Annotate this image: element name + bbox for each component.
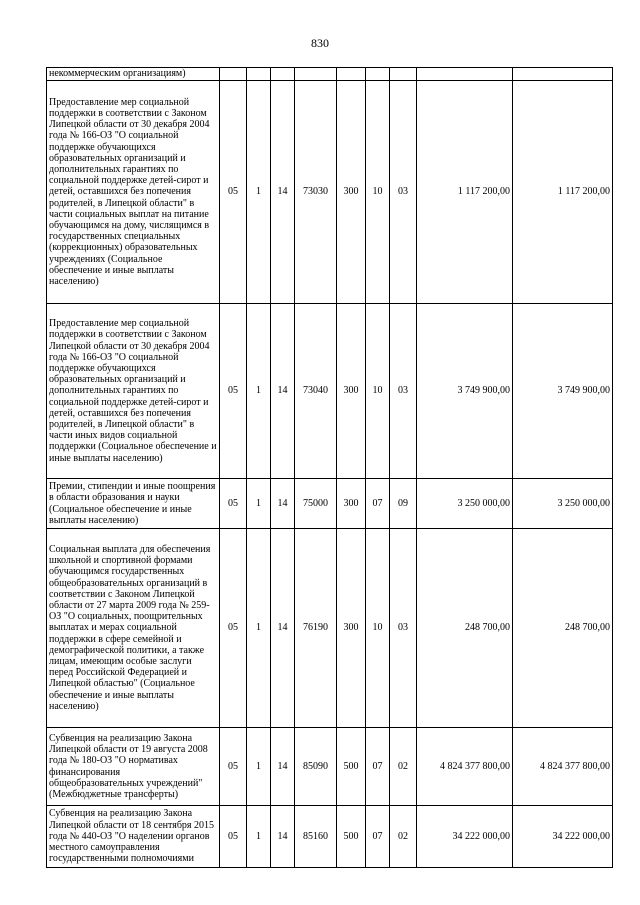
cell-c2: 1 <box>247 304 271 479</box>
cell-c7: 02 <box>390 806 417 868</box>
cell-amount-1: 34 222 000,00 <box>417 806 513 868</box>
cell-c2: 1 <box>247 529 271 728</box>
cell-c6: 07 <box>366 728 390 806</box>
row-name: Предоставление мер социальной поддержки в соответствии с Законом Липецкой области от 30 декабря 2004 года № 166-ОЗ "О социальной поддержке обучающихся образовательных организаций и дополнительных гарантиях по социальной поддержке детей-сирот и детей, оставшихся без попечения родителей, в Липецкой области" в части иных видов социальной поддержки (Социальное обеспечение и иные выплаты населению) <box>47 304 220 479</box>
cell-c4: 85160 <box>295 806 337 868</box>
cell-c3: 14 <box>271 529 295 728</box>
cell-c6 <box>366 68 390 81</box>
cell-amount-2: 3 250 000,00 <box>513 479 613 529</box>
cell-c7: 03 <box>390 304 417 479</box>
cell-c3: 14 <box>271 304 295 479</box>
cell-c5 <box>337 68 366 81</box>
cell-amount-2: 34 222 000,00 <box>513 806 613 868</box>
cell-c5: 500 <box>337 806 366 868</box>
cell-c7: 02 <box>390 728 417 806</box>
cell-c4: 76190 <box>295 529 337 728</box>
table-row <box>47 81 613 304</box>
cell-c4: 73030 <box>295 81 337 304</box>
cell-c6: 07 <box>366 806 390 868</box>
cell-c6: 10 <box>366 529 390 728</box>
cell-amount-2: 248 700,00 <box>513 529 613 728</box>
cell-c1: 05 <box>220 81 247 304</box>
cell-c4: 73040 <box>295 304 337 479</box>
cell-c6: 07 <box>366 479 390 529</box>
table-row <box>47 479 613 529</box>
cell-c2: 1 <box>247 81 271 304</box>
cell-amount-2: 1 117 200,00 <box>513 81 613 304</box>
table-row <box>47 728 613 806</box>
cell-c5: 300 <box>337 81 366 304</box>
cell-c4: 75000 <box>295 479 337 529</box>
cell-c2: 1 <box>247 479 271 529</box>
cell-c5: 300 <box>337 304 366 479</box>
cell-amount-2: 4 824 377 800,00 <box>513 728 613 806</box>
cell-c6: 10 <box>366 304 390 479</box>
cell-c4 <box>295 68 337 81</box>
cell-c6: 10 <box>366 81 390 304</box>
table-row <box>47 68 613 81</box>
cell-c7: 03 <box>390 529 417 728</box>
cell-amount-1: 248 700,00 <box>417 529 513 728</box>
cell-c7: 09 <box>390 479 417 529</box>
cell-c2 <box>247 68 271 81</box>
table-row <box>47 806 613 868</box>
row-name: Премии, стипендии и иные поощрения в области образования и науки (Социальное обеспечение и иные выплаты населению) <box>47 479 220 529</box>
page-number: 830 <box>311 36 329 50</box>
row-name: Предоставление мер социальной поддержки в соответствии с Законом Липецкой области от 30 декабря 2004 года № 166-ОЗ "О социальной поддержке обучающихся образовательных организаций и дополнительных гарантиях по социальной поддержке детей-сирот и детей, оставшихся без попечения родителей, в Липецкой области" в части социальных выплат на питание обучающимся на дому, числящимся в государственных специальных (коррекционных) образовательных учреждениях (Социальное обеспечение и иные выплаты населению) <box>47 81 220 304</box>
cell-c7: 03 <box>390 81 417 304</box>
cell-c3: 14 <box>271 81 295 304</box>
cell-amount-1: 3 250 000,00 <box>417 479 513 529</box>
cell-c5: 300 <box>337 529 366 728</box>
cell-c1: 05 <box>220 806 247 868</box>
cell-amount-1 <box>417 68 513 81</box>
cell-c3: 14 <box>271 728 295 806</box>
row-name: Субвенция на реализацию Закона Липецкой области от 19 августа 2008 года № 180-ОЗ "О нормативах финансирования общеобразовательных учреждений" (Межбюджетные трансферты) <box>47 728 220 806</box>
cell-amount-1: 1 117 200,00 <box>417 81 513 304</box>
cell-c3 <box>271 68 295 81</box>
row-name: Социальная выплата для обеспечения школьной и спортивной формами обучающимся государственных общеобразовательных организаций в соответствии с Законом Липецкой области от 27 марта 2009 года № 259-ОЗ "О социальных, поощрительных выплатах и мерах социальной поддержки в сфере семейной и демографической политики, а также лицам, имеющим особые заслуги перед Российской Федерацией и Липецкой областью" (Социальное обеспечение и иные выплаты населению) <box>47 529 220 728</box>
budget-table <box>46 67 613 868</box>
table-row <box>47 304 613 479</box>
cell-amount-2 <box>513 68 613 81</box>
cell-c3: 14 <box>271 806 295 868</box>
cell-c2: 1 <box>247 806 271 868</box>
cell-c1: 05 <box>220 479 247 529</box>
cell-c1 <box>220 68 247 81</box>
row-name: Субвенция на реализацию Закона Липецкой области от 18 сентября 2015 года № 440-ОЗ "О наделении органов местного самоуправления государственными полномочиями <box>47 806 220 868</box>
cell-c3: 14 <box>271 479 295 529</box>
cell-c5: 300 <box>337 479 366 529</box>
cell-amount-1: 4 824 377 800,00 <box>417 728 513 806</box>
cell-amount-1: 3 749 900,00 <box>417 304 513 479</box>
table-row <box>47 529 613 728</box>
cell-amount-2: 3 749 900,00 <box>513 304 613 479</box>
row-name: некоммерческим организациям) <box>47 68 220 81</box>
cell-c4: 85090 <box>295 728 337 806</box>
cell-c1: 05 <box>220 529 247 728</box>
cell-c7 <box>390 68 417 81</box>
cell-c1: 05 <box>220 304 247 479</box>
cell-c2: 1 <box>247 728 271 806</box>
cell-c1: 05 <box>220 728 247 806</box>
cell-c5: 500 <box>337 728 366 806</box>
